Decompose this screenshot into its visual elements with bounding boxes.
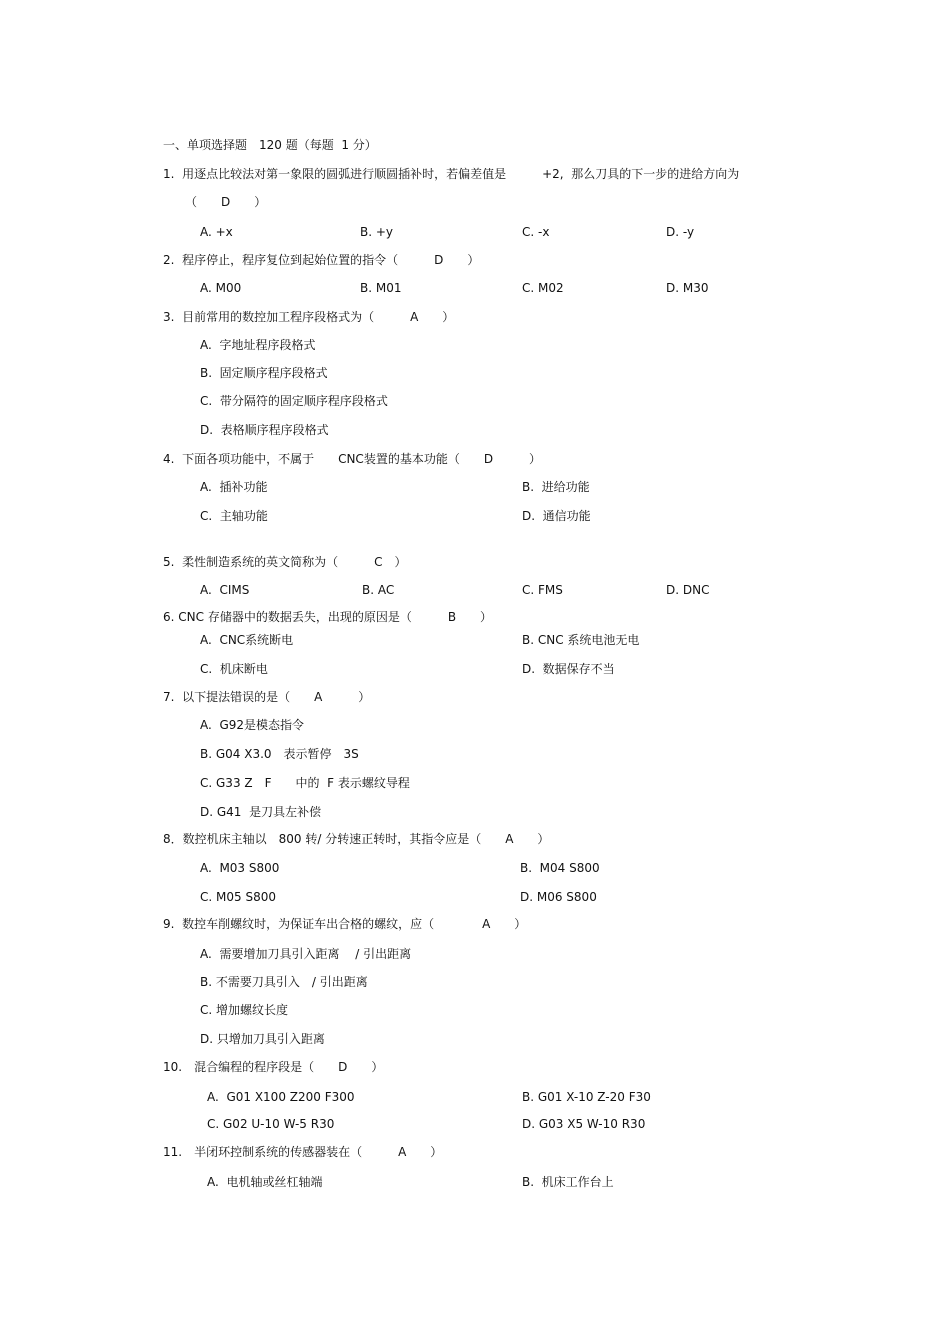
question-4-stem: 4. 下面各项功能中，不属于 CNC装置的基本功能（ D ） [163,452,542,466]
question-6-option-d: D. 数据保存不当 [522,662,615,676]
question-5-option-a: A. CIMS [200,583,250,597]
question-7-stem: 7. 以下提法错误的是（ A ） [163,690,371,704]
question-10-option-b: B. G01 X-10 Z-20 F30 [522,1090,651,1104]
question-1-option-c: C. -x [522,225,550,239]
question-11-stem: 11. 半闭环控制系统的传感器装在（ A ） [163,1145,443,1159]
question-1-answer: （ D ） [185,195,267,209]
question-2-option-d: D. M30 [666,281,709,295]
question-1-option-b: B. +y [360,225,394,239]
question-4-option-d: D. 通信功能 [522,509,591,523]
question-5-option-b: B. AC [362,583,395,597]
question-4-option-a: A. 插补功能 [200,480,268,494]
question-9-option-b: B. 不需要刀具引入 / 引出距离 [200,975,368,989]
question-2-option-b: B. M01 [360,281,402,295]
question-3-stem: 3. 目前常用的数控加工程序段格式为（ A ） [163,310,455,324]
question-3-option-b: B. 固定顺序程序段格式 [200,366,328,380]
question-7-option-b: B. G04 X3.0 表示暂停 3S [200,747,359,761]
question-10-option-d: D. G03 X5 W-10 R30 [522,1117,646,1131]
question-8-option-c: C. M05 S800 [200,890,276,904]
question-4-option-c: C. 主轴功能 [200,509,268,523]
question-5-stem: 5. 柔性制造系统的英文简称为（ C ） [163,555,407,569]
question-9-option-c: C. 增加螺纹长度 [200,1003,289,1017]
question-6-stem: 6. CNC 存储器中的数据丢失，出现的原因是（ B ） [163,610,493,624]
question-6-option-c: C. 机床断电 [200,662,268,676]
question-10-option-c: C. G02 U-10 W-5 R30 [207,1117,335,1131]
question-5-option-c: C. FMS [522,583,563,597]
question-3-option-a: A. 字地址程序段格式 [200,338,316,352]
question-1-stem: 1. 用逐点比较法对第一象限的圆弧进行顺圆插补时，若偏差值是 +2, 那么刀具的下一步的进给方向为 [163,167,740,181]
question-8-stem: 8．数控机床主轴以 800 转/ 分转速正转时，其指令应是（ A ） [163,832,550,846]
question-9-stem: 9. 数控车削螺纹时，为保证车出合格的螺纹，应（ A ） [163,917,527,931]
question-8-option-b: B. M04 S800 [520,861,600,875]
question-6-option-b: B. CNC 系统电池无电 [522,633,640,647]
question-9-option-d: D. 只增加刀具引入距离 [200,1032,325,1046]
question-11-option-a: A. 电机轴或丝杠轴端 [207,1175,323,1189]
question-6-option-a: A. CNC系统断电 [200,633,294,647]
question-7-option-c: C. G33 Z F 中的 F 表示螺纹导程 [200,776,410,790]
question-9-option-a: A. 需要增加刀具引入距离 / 引出距离 [200,947,412,961]
question-8-option-a: A. M03 S800 [200,861,280,875]
question-4-option-b: B. 进给功能 [522,480,590,494]
question-2-stem: 2. 程序停止，程序复位到起始位置的指令（ D ） [163,253,480,267]
question-10-stem: 10. 混合编程的程序段是（ D ） [163,1060,384,1074]
question-10-option-a: A. G01 X100 Z200 F300 [207,1090,355,1104]
question-7-option-a: A. G92是模态指令 [200,718,305,732]
question-11-option-b: B. 机床工作台上 [522,1175,614,1189]
question-1-option-d: D. -y [666,225,695,239]
question-8-option-d: D. M06 S800 [520,890,597,904]
question-7-option-d: D. G41 是刀具左补偿 [200,805,322,819]
question-1-option-a: A. +x [200,225,233,239]
question-2-option-c: C. M02 [522,281,564,295]
question-5-option-d: D. DNC [666,583,710,597]
question-2-option-a: A. M00 [200,281,242,295]
question-3-option-c: C. 带分隔符的固定顺序程序段格式 [200,394,388,408]
question-3-option-d: D. 表格顺序程序段格式 [200,423,329,437]
section-title: 一、单项选择题 120 题（每题 1 分） [163,138,377,152]
